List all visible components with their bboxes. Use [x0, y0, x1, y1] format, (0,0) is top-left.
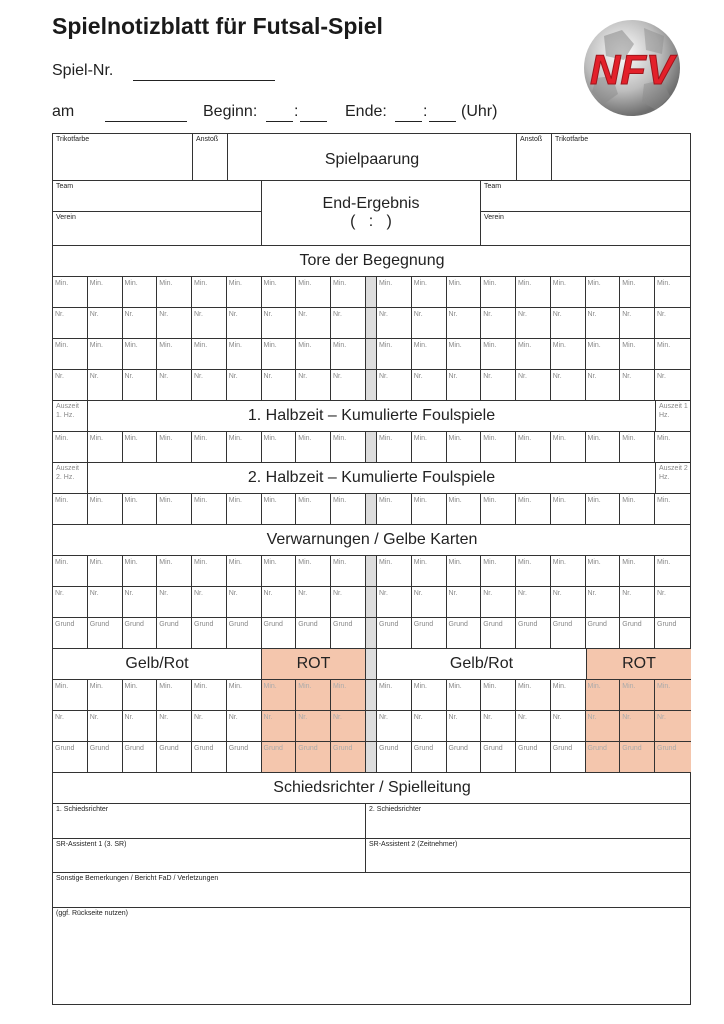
rot-grund-cell[interactable]: Grund — [481, 742, 516, 773]
schiedsrichter-heading — [53, 773, 691, 804]
rot-min-cell[interactable]: Min. — [227, 680, 262, 711]
rot-text-left: ROT — [296, 655, 331, 672]
foul2-min-cell[interactable]: Min. — [192, 494, 227, 525]
tore-min-cell[interactable]: Min. — [53, 339, 88, 370]
rot-nr-cell[interactable]: Nr. — [296, 711, 331, 742]
rot-nr-cell[interactable]: Nr. — [192, 711, 227, 742]
gelb-nr-cell[interactable]: Nr. — [123, 587, 158, 618]
tore-heading-text: Tore der Begegnung — [299, 252, 445, 269]
spielpaarung-heading — [228, 134, 517, 181]
beginn-label: Beginn: — [203, 103, 258, 120]
beginn-hour-field[interactable] — [266, 121, 293, 122]
tore-min-cell[interactable]: Min. — [157, 339, 192, 370]
rot-grund-cell[interactable]: Grund — [192, 742, 227, 773]
tore-nr-cell[interactable]: Nr. — [516, 308, 551, 339]
rot-grund-cell[interactable]: Grund — [262, 742, 297, 773]
halbzeit2-heading-text: 2. Halbzeit – Kumulierte Foulspiele — [247, 469, 496, 486]
auszeit-1hz-left[interactable]: Auszeit 1. Hz. — [53, 401, 88, 432]
tore-min-cell[interactable]: Min. — [192, 339, 227, 370]
tore-min-cell[interactable]: Min. — [481, 339, 516, 370]
foul2-min-cell[interactable]: Min. — [123, 494, 158, 525]
rot-nr-cell[interactable]: Nr. — [412, 711, 447, 742]
rot-heading-right — [587, 649, 691, 680]
tore-nr-cell[interactable]: Nr. — [412, 370, 447, 401]
tore-nr-cell[interactable]: Nr. — [157, 308, 192, 339]
rot-grund-cell[interactable]: Grund — [123, 742, 158, 773]
tore-min-cell[interactable]: Min. — [655, 277, 691, 308]
tore-min-cell[interactable]: Min. — [296, 277, 331, 308]
gelb-min-cell[interactable]: Min. — [655, 556, 691, 587]
gelb-grund-cell[interactable]: Grund — [447, 618, 482, 649]
gelb-min-cell[interactable]: Min. — [192, 556, 227, 587]
tore-nr-cell[interactable]: Nr. — [192, 308, 227, 339]
rot-nr-cell[interactable]: Nr. — [53, 711, 88, 742]
team-separator — [366, 432, 377, 463]
tore-min-cell[interactable]: Min. — [447, 277, 482, 308]
auszeit-2hz-right[interactable]: Auszeit 2 Hz. — [656, 463, 691, 494]
rot-nr-cell[interactable]: Nr. — [586, 711, 621, 742]
foul1-min-cell[interactable]: Min. — [262, 432, 297, 463]
foul2-min-cell[interactable]: Min. — [412, 494, 447, 525]
rot-grund-cell[interactable]: Grund — [516, 742, 551, 773]
rot-min-cell[interactable]: Min. — [331, 680, 366, 711]
team-separator — [366, 711, 377, 742]
foul1-min-cell[interactable]: Min. — [157, 432, 192, 463]
tore-nr-cell[interactable]: Nr. — [296, 370, 331, 401]
gelb-grund-cell[interactable]: Grund — [551, 618, 586, 649]
foul2-min-cell[interactable]: Min. — [586, 494, 621, 525]
team-right[interactable]: Team — [481, 181, 691, 212]
rot-grund-cell[interactable]: Grund — [331, 742, 366, 773]
tore-min-cell[interactable]: Min. — [262, 339, 297, 370]
rot-nr-cell[interactable]: Nr. — [331, 711, 366, 742]
rot-grund-cell[interactable]: Grund — [551, 742, 586, 773]
foul2-min-cell[interactable]: Min. — [157, 494, 192, 525]
rot-nr-cell[interactable]: Nr. — [620, 711, 655, 742]
foul2-min-cell[interactable]: Min. — [331, 494, 366, 525]
rot-grund-cell[interactable]: Grund — [88, 742, 123, 773]
rot-nr-cell[interactable]: Nr. — [516, 711, 551, 742]
rot-heading-left — [262, 649, 366, 680]
tore-nr-cell[interactable]: Nr. — [655, 370, 691, 401]
halbzeit1-heading-text: 1. Halbzeit – Kumulierte Foulspiele — [247, 407, 496, 424]
gelb-grund-cell[interactable]: Grund — [331, 618, 366, 649]
ende-minute-field[interactable] — [429, 121, 456, 122]
gelb-min-cell[interactable]: Min. — [53, 556, 88, 587]
foul2-min-cell[interactable]: Min. — [481, 494, 516, 525]
foul1-min-cell[interactable]: Min. — [551, 432, 586, 463]
gelb-nr-cell[interactable]: Nr. — [551, 587, 586, 618]
tore-nr-cell[interactable]: Nr. — [331, 308, 366, 339]
halbzeit2-heading — [88, 463, 656, 494]
rot-min-cell[interactable]: Min. — [192, 680, 227, 711]
rot-min-cell[interactable]: Min. — [412, 680, 447, 711]
foul2-min-cell[interactable]: Min. — [516, 494, 551, 525]
tore-nr-cell[interactable]: Nr. — [447, 308, 482, 339]
tore-nr-cell[interactable]: Nr. — [296, 308, 331, 339]
verein-left[interactable]: Verein — [53, 212, 262, 246]
gelb-rot-separator — [366, 649, 377, 680]
foul1-min-cell[interactable]: Min. — [88, 432, 123, 463]
foul1-min-cell[interactable]: Min. — [331, 432, 366, 463]
gelb-nr-cell[interactable]: Nr. — [655, 587, 691, 618]
tore-min-cell[interactable]: Min. — [586, 339, 621, 370]
rot-min-cell[interactable]: Min. — [88, 680, 123, 711]
tore-nr-cell[interactable]: Nr. — [157, 370, 192, 401]
team-separator — [366, 339, 377, 370]
gelb-grund-cell[interactable]: Grund — [88, 618, 123, 649]
foul2-min-cell[interactable]: Min. — [620, 494, 655, 525]
ende-colon: : — [423, 103, 428, 120]
gelb-min-cell[interactable]: Min. — [262, 556, 297, 587]
rot-grund-cell[interactable]: Grund — [296, 742, 331, 773]
schiedsrichter-heading-text: Schiedsrichter / Spielleitung — [273, 779, 471, 796]
tore-nr-cell[interactable]: Nr. — [262, 370, 297, 401]
tore-min-cell[interactable]: Min. — [516, 277, 551, 308]
gelb-min-cell[interactable]: Min. — [157, 556, 192, 587]
gelb-grund-cell[interactable]: Grund — [377, 618, 412, 649]
foul1-min-cell[interactable]: Min. — [412, 432, 447, 463]
tore-min-cell[interactable]: Min. — [377, 339, 412, 370]
sr1-field[interactable]: 1. Schiedsrichter — [53, 804, 366, 839]
rot-min-cell[interactable]: Min. — [53, 680, 88, 711]
gelb-nr-cell[interactable]: Nr. — [586, 587, 621, 618]
tore-min-cell[interactable]: Min. — [655, 339, 691, 370]
tore-min-cell[interactable]: Min. — [331, 277, 366, 308]
foul1-min-cell[interactable]: Min. — [481, 432, 516, 463]
beginn-minute-field[interactable] — [300, 121, 327, 122]
foul1-min-cell[interactable]: Min. — [192, 432, 227, 463]
tore-nr-cell[interactable]: Nr. — [88, 370, 123, 401]
tore-min-cell[interactable]: Min. — [412, 277, 447, 308]
rot-nr-cell[interactable]: Nr. — [551, 711, 586, 742]
team-separator — [366, 494, 377, 525]
tore-min-cell[interactable]: Min. — [447, 339, 482, 370]
anstoss-left[interactable]: Anstoß — [193, 134, 228, 181]
tore-min-cell[interactable]: Min. — [586, 277, 621, 308]
rot-nr-cell[interactable]: Nr. — [123, 711, 158, 742]
sr2-field[interactable]: 2. Schiedsrichter — [366, 804, 691, 839]
foul2-min-cell[interactable]: Min. — [447, 494, 482, 525]
beginn-colon: : — [294, 103, 299, 120]
gelb-min-cell[interactable]: Min. — [377, 556, 412, 587]
tore-min-cell[interactable]: Min. — [53, 277, 88, 308]
foul1-min-cell[interactable]: Min. — [447, 432, 482, 463]
tore-min-cell[interactable]: Min. — [157, 277, 192, 308]
gelb-min-cell[interactable]: Min. — [412, 556, 447, 587]
trikotfarbe-right[interactable]: Trikotfarbe — [552, 134, 691, 181]
gelb-nr-cell[interactable]: Nr. — [331, 587, 366, 618]
svg-text:NFV: NFV — [590, 46, 674, 93]
rot-grund-cell[interactable]: Grund — [412, 742, 447, 773]
gelb-nr-cell[interactable]: Nr. — [412, 587, 447, 618]
tore-min-cell[interactable]: Min. — [377, 277, 412, 308]
nfv-ball-icon — [574, 18, 692, 118]
gelbe-karten-heading-text: Verwarnungen / Gelbe Karten — [266, 531, 478, 548]
gelb-grund-cell[interactable]: Grund — [620, 618, 655, 649]
tore-nr-cell[interactable]: Nr. — [586, 370, 621, 401]
tore-nr-cell[interactable]: Nr. — [123, 308, 158, 339]
gelb-min-cell[interactable]: Min. — [586, 556, 621, 587]
foul1-min-cell[interactable]: Min. — [377, 432, 412, 463]
foul2-min-cell[interactable]: Min. — [227, 494, 262, 525]
tore-nr-cell[interactable]: Nr. — [227, 308, 262, 339]
tore-min-cell[interactable]: Min. — [123, 277, 158, 308]
gelb-grund-cell[interactable]: Grund — [262, 618, 297, 649]
rot-nr-cell[interactable]: Nr. — [447, 711, 482, 742]
foul2-min-cell[interactable]: Min. — [655, 494, 691, 525]
gelb-nr-cell[interactable]: Nr. — [377, 587, 412, 618]
tore-nr-cell[interactable]: Nr. — [377, 370, 412, 401]
gelb-grund-cell[interactable]: Grund — [157, 618, 192, 649]
foul1-min-cell[interactable]: Min. — [586, 432, 621, 463]
foul2-min-cell[interactable]: Min. — [88, 494, 123, 525]
rueckseite-field[interactable]: (ggf. Rückseite nutzen) — [56, 910, 128, 917]
tore-min-cell[interactable]: Min. — [516, 339, 551, 370]
gelb-grund-cell[interactable]: Grund — [516, 618, 551, 649]
auszeit-2hz-left[interactable]: Auszeit 2. Hz. — [53, 463, 88, 494]
spielpaarung-text: Spielpaarung — [324, 151, 420, 168]
rot-min-cell[interactable]: Min. — [123, 680, 158, 711]
rot-nr-cell[interactable]: Nr. — [655, 711, 691, 742]
gelb-rot-heading-left — [53, 649, 262, 680]
tore-min-cell[interactable]: Min. — [551, 339, 586, 370]
tore-nr-cell[interactable]: Nr. — [377, 308, 412, 339]
end-ergebnis-box[interactable] — [262, 181, 481, 246]
tore-min-cell[interactable]: Min. — [123, 339, 158, 370]
gelb-nr-cell[interactable]: Nr. — [296, 587, 331, 618]
foul1-min-cell[interactable]: Min. — [620, 432, 655, 463]
spiel-nr-label: Spiel-Nr. — [52, 62, 114, 79]
gelb-min-cell[interactable]: Min. — [227, 556, 262, 587]
tore-nr-cell[interactable]: Nr. — [227, 370, 262, 401]
tore-min-cell[interactable]: Min. — [551, 277, 586, 308]
tore-nr-cell[interactable]: Nr. — [481, 308, 516, 339]
tore-nr-cell[interactable]: Nr. — [88, 308, 123, 339]
rot-min-cell[interactable]: Min. — [447, 680, 482, 711]
rot-nr-cell[interactable]: Nr. — [157, 711, 192, 742]
rot-grund-cell[interactable]: Grund — [53, 742, 88, 773]
rot-grund-cell[interactable]: Grund — [157, 742, 192, 773]
gelb-min-cell[interactable]: Min. — [620, 556, 655, 587]
tore-nr-cell[interactable]: Nr. — [447, 370, 482, 401]
gelb-grund-cell[interactable]: Grund — [296, 618, 331, 649]
gelb-min-cell[interactable]: Min. — [551, 556, 586, 587]
gelb-grund-cell[interactable]: Grund — [53, 618, 88, 649]
verein-right[interactable]: Verein — [481, 212, 691, 246]
team-separator — [366, 618, 377, 649]
rot-nr-cell[interactable]: Nr. — [227, 711, 262, 742]
gelb-rot-text-left: Gelb/Rot — [125, 655, 189, 672]
gelb-grund-cell[interactable]: Grund — [586, 618, 621, 649]
rot-grund-cell[interactable]: Grund — [655, 742, 691, 773]
assistent1-field[interactable]: SR-Assistent 1 (3. SR) — [53, 839, 366, 873]
tore-min-cell[interactable]: Min. — [227, 277, 262, 308]
foul2-min-cell[interactable]: Min. — [262, 494, 297, 525]
tore-min-cell[interactable]: Min. — [296, 339, 331, 370]
tore-nr-cell[interactable]: Nr. — [192, 370, 227, 401]
spiel-nr-field[interactable] — [133, 80, 275, 81]
team-left[interactable]: Team — [53, 181, 262, 212]
uhr-label: (Uhr) — [461, 103, 498, 120]
gelb-nr-cell[interactable]: Nr. — [620, 587, 655, 618]
gelb-nr-cell[interactable]: Nr. — [481, 587, 516, 618]
date-field[interactable] — [105, 121, 187, 122]
gelb-nr-cell[interactable]: Nr. — [53, 587, 88, 618]
gelb-nr-cell[interactable]: Nr. — [447, 587, 482, 618]
rot-grund-cell[interactable]: Grund — [620, 742, 655, 773]
team-separator — [366, 370, 377, 401]
tore-min-cell[interactable]: Min. — [88, 339, 123, 370]
gelb-grund-cell[interactable]: Grund — [227, 618, 262, 649]
gelb-nr-cell[interactable]: Nr. — [227, 587, 262, 618]
foul1-min-cell[interactable]: Min. — [53, 432, 88, 463]
rot-min-cell[interactable]: Min. — [262, 680, 297, 711]
foul1-min-cell[interactable]: Min. — [227, 432, 262, 463]
rot-nr-cell[interactable]: Nr. — [377, 711, 412, 742]
rot-nr-cell[interactable]: Nr. — [88, 711, 123, 742]
score-placeholder: ( : ) — [350, 213, 392, 230]
tore-min-cell[interactable]: Min. — [620, 339, 655, 370]
halbzeit1-heading — [88, 401, 656, 432]
team-separator — [366, 587, 377, 618]
foul1-min-cell[interactable]: Min. — [655, 432, 691, 463]
tore-nr-cell[interactable]: Nr. — [551, 308, 586, 339]
gelb-min-cell[interactable]: Min. — [481, 556, 516, 587]
rot-min-cell[interactable]: Min. — [551, 680, 586, 711]
rot-min-cell[interactable]: Min. — [296, 680, 331, 711]
tore-nr-cell[interactable]: Nr. — [331, 370, 366, 401]
tore-nr-cell[interactable]: Nr. — [620, 370, 655, 401]
am-label: am — [52, 103, 75, 120]
tore-heading — [53, 246, 691, 277]
gelbe-karten-heading — [53, 525, 691, 556]
gelb-min-cell[interactable]: Min. — [331, 556, 366, 587]
team-separator — [366, 680, 377, 711]
gelb-nr-cell[interactable]: Nr. — [262, 587, 297, 618]
gelb-grund-cell[interactable]: Grund — [655, 618, 691, 649]
tore-min-cell[interactable]: Min. — [192, 277, 227, 308]
team-separator — [366, 556, 377, 587]
anstoss-right[interactable]: Anstoß — [517, 134, 552, 181]
foul1-min-cell[interactable]: Min. — [296, 432, 331, 463]
tore-nr-cell[interactable]: Nr. — [586, 308, 621, 339]
foul2-min-cell[interactable]: Min. — [377, 494, 412, 525]
rot-min-cell[interactable]: Min. — [586, 680, 621, 711]
foul2-min-cell[interactable]: Min. — [53, 494, 88, 525]
tore-nr-cell[interactable]: Nr. — [123, 370, 158, 401]
tore-nr-cell[interactable]: Nr. — [655, 308, 691, 339]
tore-nr-cell[interactable]: Nr. — [481, 370, 516, 401]
foul1-min-cell[interactable]: Min. — [516, 432, 551, 463]
team-separator — [366, 308, 377, 339]
gelb-nr-cell[interactable]: Nr. — [88, 587, 123, 618]
rot-min-cell[interactable]: Min. — [157, 680, 192, 711]
gelb-nr-cell[interactable]: Nr. — [157, 587, 192, 618]
tore-min-cell[interactable]: Min. — [620, 277, 655, 308]
auszeit-1hz-right[interactable]: Auszeit 1 Hz. — [656, 401, 691, 432]
form-table — [52, 133, 691, 1005]
foul1-min-cell[interactable]: Min. — [123, 432, 158, 463]
gelb-min-cell[interactable]: Min. — [88, 556, 123, 587]
tore-nr-cell[interactable]: Nr. — [551, 370, 586, 401]
tore-nr-cell[interactable]: Nr. — [53, 370, 88, 401]
tore-min-cell[interactable]: Min. — [481, 277, 516, 308]
rot-min-cell[interactable]: Min. — [516, 680, 551, 711]
rot-nr-cell[interactable]: Nr. — [481, 711, 516, 742]
tore-nr-cell[interactable]: Nr. — [53, 308, 88, 339]
end-ergebnis-text: End-Ergebnis — [322, 195, 420, 212]
rot-min-cell[interactable]: Min. — [620, 680, 655, 711]
rot-grund-cell[interactable]: Grund — [377, 742, 412, 773]
gelb-nr-cell[interactable]: Nr. — [192, 587, 227, 618]
rot-grund-cell[interactable]: Grund — [586, 742, 621, 773]
rot-grund-cell[interactable]: Grund — [227, 742, 262, 773]
ende-label: Ende: — [345, 103, 387, 120]
tore-min-cell[interactable]: Min. — [331, 339, 366, 370]
rot-grund-cell[interactable]: Grund — [447, 742, 482, 773]
rot-min-cell[interactable]: Min. — [481, 680, 516, 711]
foul2-min-cell[interactable]: Min. — [551, 494, 586, 525]
tore-min-cell[interactable]: Min. — [88, 277, 123, 308]
gelb-rot-text-right: Gelb/Rot — [449, 655, 514, 672]
foul2-min-cell[interactable]: Min. — [296, 494, 331, 525]
tore-nr-cell[interactable]: Nr. — [620, 308, 655, 339]
rot-nr-cell[interactable]: Nr. — [262, 711, 297, 742]
gelb-min-cell[interactable]: Min. — [516, 556, 551, 587]
tore-nr-cell[interactable]: Nr. — [262, 308, 297, 339]
team-separator — [366, 277, 377, 308]
gelb-min-cell[interactable]: Min. — [123, 556, 158, 587]
tore-nr-cell[interactable]: Nr. — [412, 308, 447, 339]
gelb-min-cell[interactable]: Min. — [296, 556, 331, 587]
bemerkungen-field[interactable]: Sonstige Bemerkungen / Bericht FaD / Verletzungen — [53, 873, 691, 908]
rot-text-right: ROT — [622, 655, 656, 672]
rot-min-cell[interactable]: Min. — [377, 680, 412, 711]
gelb-rot-heading-right — [377, 649, 587, 680]
tore-min-cell[interactable]: Min. — [412, 339, 447, 370]
nfv-logo — [574, 18, 692, 118]
gelb-grund-cell[interactable]: Grund — [192, 618, 227, 649]
ende-hour-field[interactable] — [395, 121, 422, 122]
gelb-nr-cell[interactable]: Nr. — [516, 587, 551, 618]
gelb-grund-cell[interactable]: Grund — [481, 618, 516, 649]
gelb-grund-cell[interactable]: Grund — [123, 618, 158, 649]
trikotfarbe-left[interactable]: Trikotfarbe — [53, 134, 193, 181]
page-title: Spielnotizblatt für Futsal-Spiel — [52, 13, 383, 39]
tore-min-cell[interactable]: Min. — [227, 339, 262, 370]
tore-min-cell[interactable]: Min. — [262, 277, 297, 308]
gelb-min-cell[interactable]: Min. — [447, 556, 482, 587]
rot-min-cell[interactable]: Min. — [655, 680, 691, 711]
gelb-grund-cell[interactable]: Grund — [412, 618, 447, 649]
tore-nr-cell[interactable]: Nr. — [516, 370, 551, 401]
team-separator — [366, 742, 377, 773]
assistent2-field[interactable]: SR-Assistent 2 (Zeitnehmer) — [366, 839, 691, 873]
